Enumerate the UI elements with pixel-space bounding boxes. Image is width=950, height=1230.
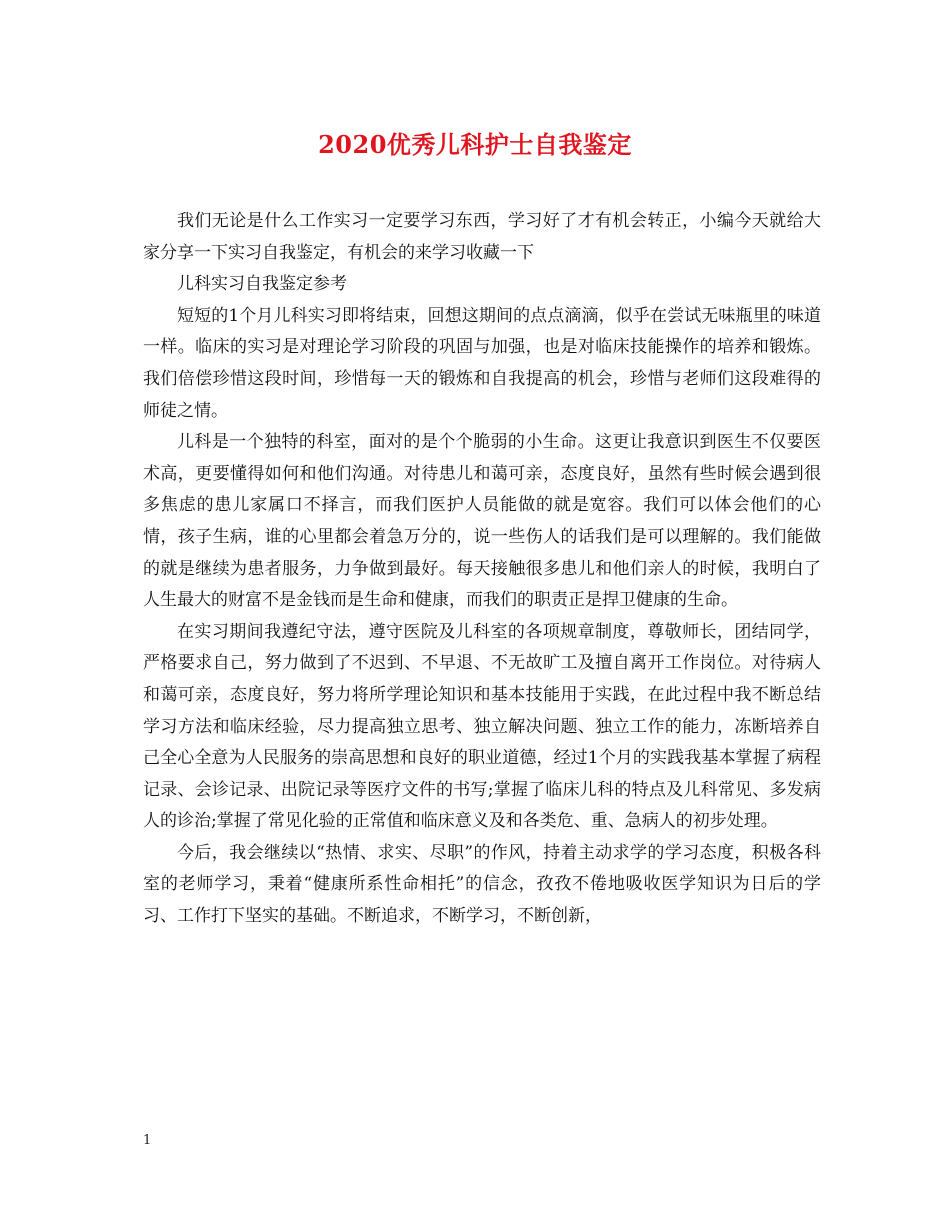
paragraph-discipline: 在实习期间我遵纪守法，遵守医院及儿科室的各项规章制度，尊敬师长，团结同学，严格要求自己，努力做到了不迟到、不早退、不无故旷工及擅自离开工作岗位。对待病人和蔼可亲，态度良好，努力将所学理论知识和基本技能用于实践，在此过程中我不断总结学习方法和临床经验，尽力提高独立思考、独立解决问题、独立工作的能力，冻断培养自己全心全意为人民服务的崇高思想和良好的职业道德，经过1个月的实践我基本掌握了病程记录、会诊记录、出院记录等医疗文件的书写;掌握了临床儿科的特点及儿科常见、多发病人的诊治;掌握了常见化验的正常值和临床意义及和各类危、重、急病人的初步处理。 xyxy=(143,621,821,832)
paragraph-future: 今后，我会继续以“热情、求实、尽职”的作风，持着主动求学的学习态度，积极各科室的老师学习，秉着“健康所系性命相托”的信念，孜孜不倦地吸收医学知识为日后的学习、工作打下坚实的基础。不断追求，不断学习，不断创新， xyxy=(143,842,821,927)
paragraph-internship-summary: 短短的1个月儿科实习即将结束，回想这期间的点点滴滴，似乎在尝试无味瓶里的味道一样。临床的实习是对理论学习阶段的巩固与加强，也是对临床技能操作的培养和锻炼。我们倍偿珍惜这段时间，珍惜每一天的锻炼和自我提高的机会，珍惜与老师们这段难得的师徒之情。 xyxy=(143,305,821,421)
paragraph-intro: 我们无论是什么工作实习一定要学习东西，学习好了才有机会转正，小编今天就给大家分享一下实习自我鉴定，有机会的来学习收藏一下 xyxy=(143,211,821,263)
paragraph-pediatrics: 儿科是一个独特的科室，面对的是个个脆弱的小生命。这更让我意识到医生不仅要医术高，更要懂得如何和他们沟通。对待患儿和蔼可亲，态度良好，虽然有些时候会遇到很多焦虑的患儿家属口不择言，而我们医护人员能做的就是宽容。我们可以体会他们的心情，孩子生病，谁的心里都会着急万分的，说一些伤人的话我们是可以理解的。我们能做的就是继续为患者服务，力争做到最好。每天接触很多患儿和他们亲人的时候，我明白了人生最大的财富不是金钱而是生命和健康，而我们的职责正是捍卫健康的生命。 xyxy=(143,432,821,611)
document-body xyxy=(143,206,821,933)
document-title: 2020优秀儿科护士自我鉴定 xyxy=(318,130,632,159)
page-number: 1 xyxy=(143,1133,152,1148)
paragraph-subheading: 儿科实习自我鉴定参考 xyxy=(177,274,347,295)
